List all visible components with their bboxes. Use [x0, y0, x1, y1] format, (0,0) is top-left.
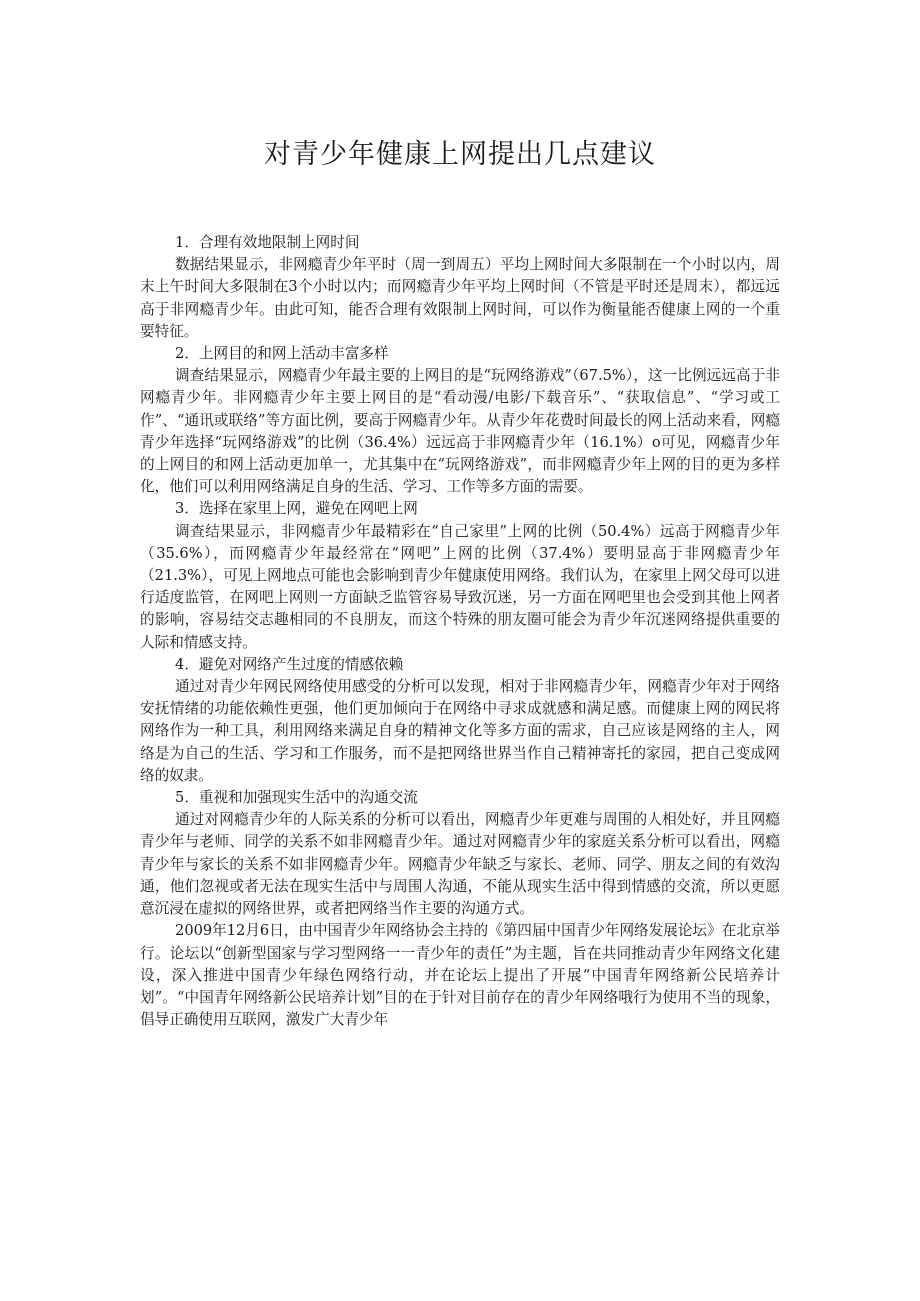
paragraph: 调查结果显示，非网瘾青少年最精彩在“自己家里”上网的比例（50.4%）远高于网瘾青少年（35.6%），而网瘾青少年最经常在“网吧”上网的比例（37.4%）要明显高于非网瘾青少年（21.3%），可见上网地点可能也会影响到青少年健康使用网络。我们认为，在家里上网父母可以进行适度监管，在网吧上网则一方面缺乏监管容易导致沉迷，另一方面在网吧里也会受到其他上网者的影响，容易结交志趣相同的不良朋友，而这个特殊的朋友圈可能会为青少年沉迷网络提供重要的人际和情感支持。 [140, 522, 780, 651]
paragraph: 通过对网瘾青少年的人际关系的分析可以看出，网瘾青少年更难与周围的人相处好，并且网瘾青少年与老师、同学的关系不如非网瘾青少年。通过对网瘾青少年的家庭关系分析可以看出，网瘾青少年与家长的关系不如非网瘾青少年。网瘾青少年缺乏与家长、老师、同学、朋友之间的有效沟通，他们忽视或者无法在现实生活中与周围人沟通，不能从现实生活中得到情感的交流，所以更愿意沉浸在虚拟的网络世界，或者把网络当作主要的沟通方式。 [140, 811, 780, 918]
section-heading-3: 3．选择在家里上网，避免在网吧上网 [175, 500, 418, 518]
paragraph: 调查结果显示，网瘾青少年最主要的上网目的是“玩网络游戏”（67.5%），这一比例远远高于非网瘾青少年。非网瘾青少年主要上网目的是“看动漫/电影/下载音乐”、“获取信息”、“学习或工作”、“通讯或联络”等方面比例，要高于网瘾青少年。从青少年花费时间最长的网上活动来看，网瘾青少年选择“玩网络游戏”的比例（36.4%）远远高于非网瘾青少年（16.1%）o可见，网瘾青少年的上网目的和网上活动更加单一，尤其集中在“玩网络游戏”，而非网瘾青少年上网的目的更为多样化，他们可以利用网络满足自身的生活、学习、工作等多方面的需要。 [140, 367, 780, 496]
document-body [140, 232, 780, 1031]
paragraph: 通过对青少年网民网络使用感受的分析可以发现，相对于非网瘾青少年，网瘾青少年对于网络安抚情绪的功能依赖性更强，他们更加倾向于在网络中寻求成就感和满足感。而健康上网的网民将网络作为一种工具，利用网络来满足自身的精神文化等多方面的需求，自己应该是网络的主人，网络是为自己的生活、学习和工作服务，而不是把网络世界当作自己精神寄托的家园，把自己变成网络的奴隶。 [140, 678, 780, 784]
document-title: 对青少年健康上网提出几点建议 [264, 139, 656, 170]
paragraph: 数据结果显示，非网瘾青少年平时（周一到周五）平均上网时间大多限制在一个小时以内，周末上午时间大多限制在3个小时以内；而网瘾青少年平均上网时间（不管是平时还是周末），都远远高于非网瘾青少年。由此可知，能否合理有效限制上网时间，可以作为衡量能否健康上网的一个重要特征。 [140, 256, 780, 340]
section-heading-4: 4．避免对网络产生过度的情感依赖 [175, 655, 404, 673]
section-heading-2: 2．上网目的和网上活动丰富多样 [175, 345, 389, 363]
section-heading-1: 1．合理有效地限制上网时间 [175, 234, 360, 251]
section-heading-5: 5．重视和加强现实生活中的沟通交流 [175, 789, 418, 807]
paragraph: 2009年12月6日，由中国青少年网络协会主持的《第四届中国青少年网络发展论坛》在北京举行。论坛以“创新型国家与学习型网络一一青少年的责任”为主题，旨在共同推动青少年网络文化建设，深入推进中国青少年绿色网络行动，并在论坛上提出了开展“中国青年网络新公民培养计划”。“中国青年网络新公民培养计划”目的在于针对目前存在的青少年网络哦行为使用不当的现象，倡导正确使用互联网，激发广大青少年 [140, 922, 780, 1029]
